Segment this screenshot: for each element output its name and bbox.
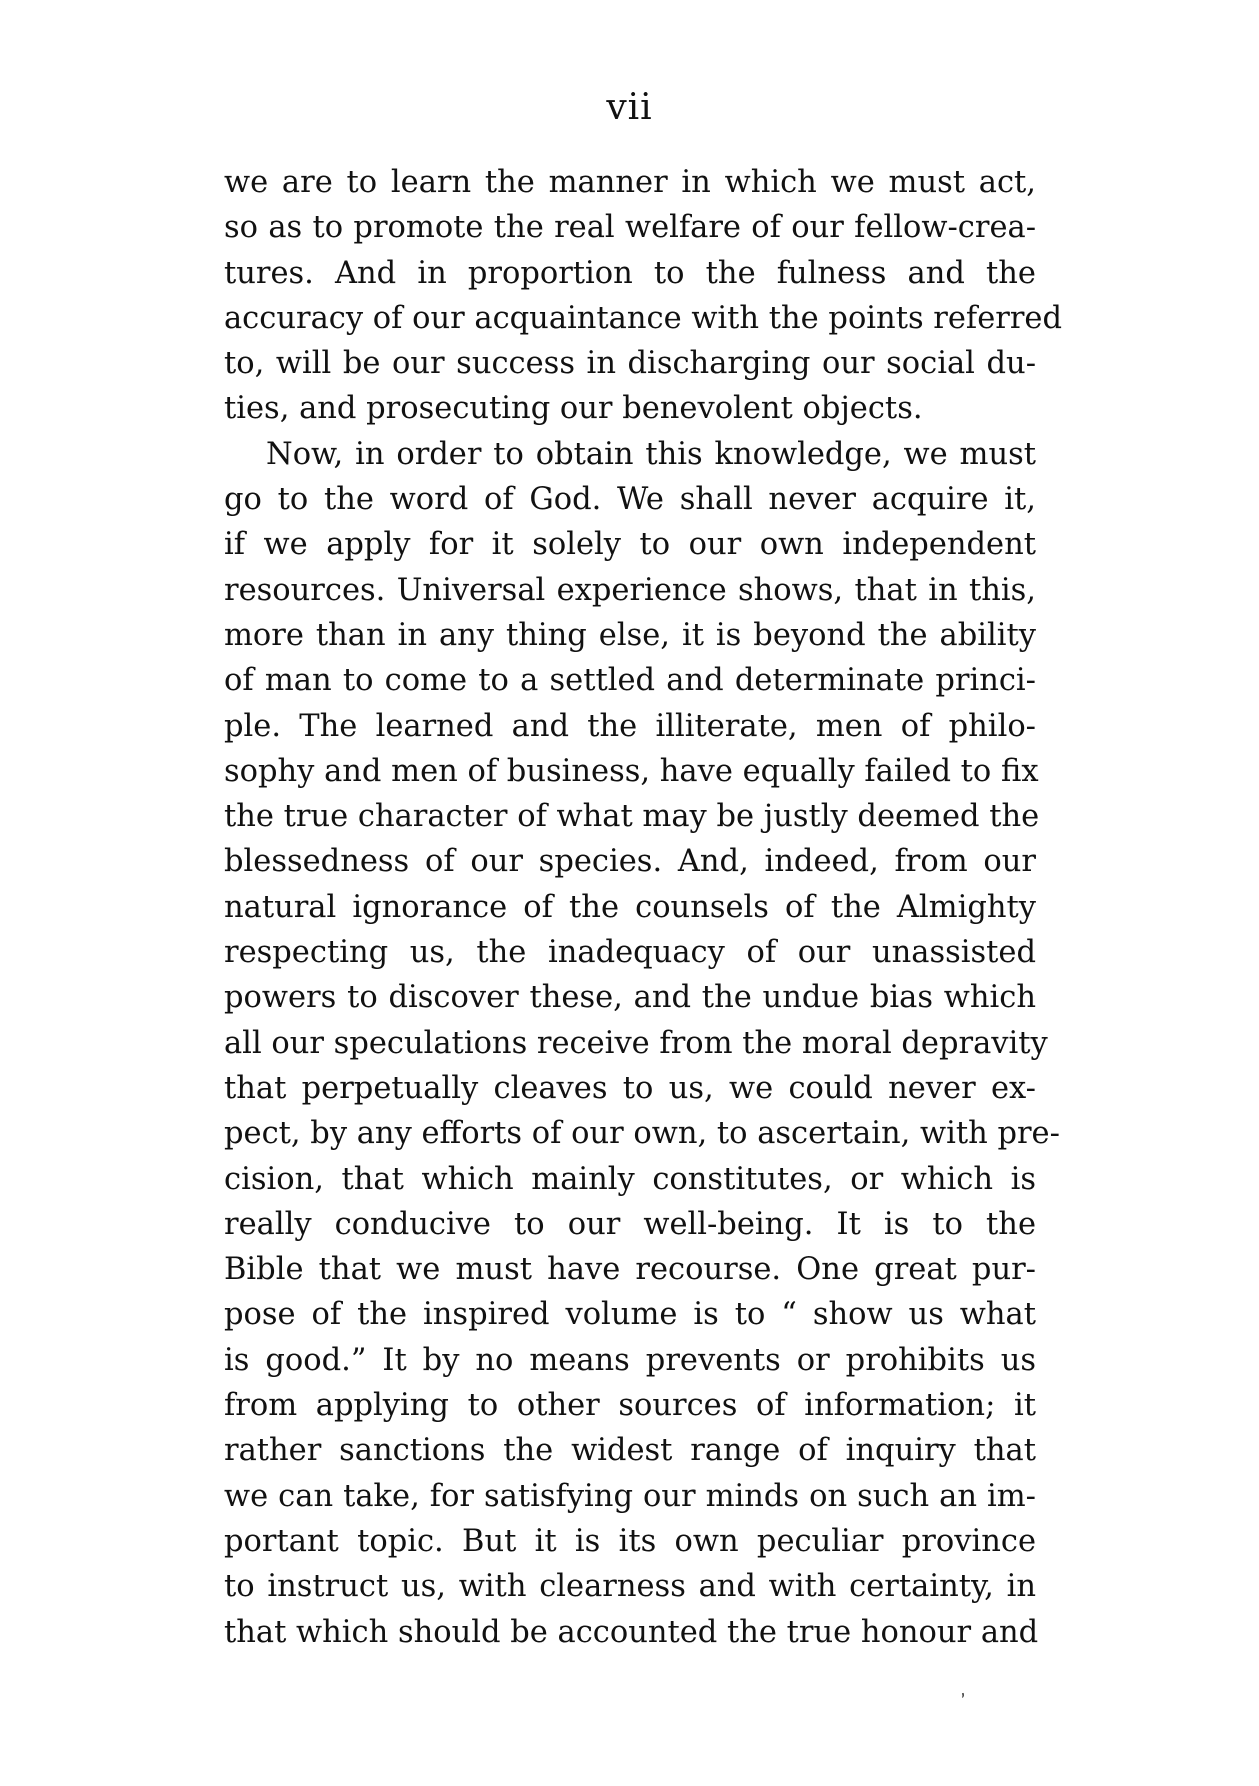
text-line: really conducive to our well-being. It is to the xyxy=(224,1206,1036,1242)
text-line: more than in any thing else, it is beyond the ability xyxy=(224,617,1036,653)
text-line: of man to come to a settled and determinate princi- xyxy=(224,663,1036,699)
text-line: sophy and men of business, have equally failed to fix xyxy=(224,753,1039,789)
text-line: we are to learn the manner in which we must act, xyxy=(224,165,1036,200)
text-line: ties, and prosecuting our benevolent objects. xyxy=(224,391,923,427)
text-line: we can take, for satisfying our minds on such an im- xyxy=(224,1478,1036,1514)
text-line: rather sanctions the widest range of inquiry that xyxy=(224,1433,1036,1469)
text-line: pect, by any efforts of our own, to ascertain, with pre- xyxy=(224,1116,1060,1152)
text-line: Bible that we must have recourse. One great pur- xyxy=(224,1252,1036,1288)
text-line: all our speculations receive from the moral depravity xyxy=(224,1025,1048,1061)
text-line: the true character of what may be justly deemed the xyxy=(224,799,1040,835)
text-line: blessedness of our species. And, indeed, from our xyxy=(224,844,1036,880)
text-line: natural ignorance of the counsels of the Almighty xyxy=(224,889,1036,925)
text-line: that which should be accounted the true honour and xyxy=(224,1614,1039,1650)
ink-speck: ’ xyxy=(958,1689,972,1712)
text-line: Now, in order to obtain this knowledge, we must xyxy=(266,436,1036,472)
text-line: tures. And in proportion to the fulness and the xyxy=(224,255,1036,291)
text-line: so as to promote the real welfare of our fellow-crea- xyxy=(224,210,1036,246)
text-line: ple. The learned and the illiterate, men of philo- xyxy=(224,708,1036,744)
text-line: from applying to other sources of information; it xyxy=(224,1388,1036,1424)
text-line: to instruct us, with clearness and with certainty, in xyxy=(224,1569,1036,1605)
text-line: powers to discover these, and the undue bias which xyxy=(224,980,1036,1016)
body-text xyxy=(224,160,1063,1655)
text-line: resources. Universal experience shows, that in this, xyxy=(224,572,1036,608)
text-line: to, will be our success in discharging our social du- xyxy=(224,346,1036,382)
page-number: vii xyxy=(606,87,653,128)
text-line: portant topic. But it is its own peculiar province xyxy=(224,1523,1036,1559)
text-line: pose of the inspired volume is to “ show us what xyxy=(224,1297,1036,1333)
text-line: cision, that which mainly constitutes, or which is xyxy=(224,1161,1036,1197)
text-line: go to the word of God. We shall never acquire it, xyxy=(224,482,1036,518)
text-line: that perpetually cleaves to us, we could never ex- xyxy=(224,1070,1036,1106)
text-line: respecting us, the inadequacy of our unassisted xyxy=(224,935,1036,971)
text-line: if we apply for it solely to our own independent xyxy=(224,527,1036,563)
text-line: is good.” It by no means prevents or prohibits us xyxy=(224,1342,1036,1378)
text-line: accuracy of our acquaintance with the points referred xyxy=(224,300,1063,336)
